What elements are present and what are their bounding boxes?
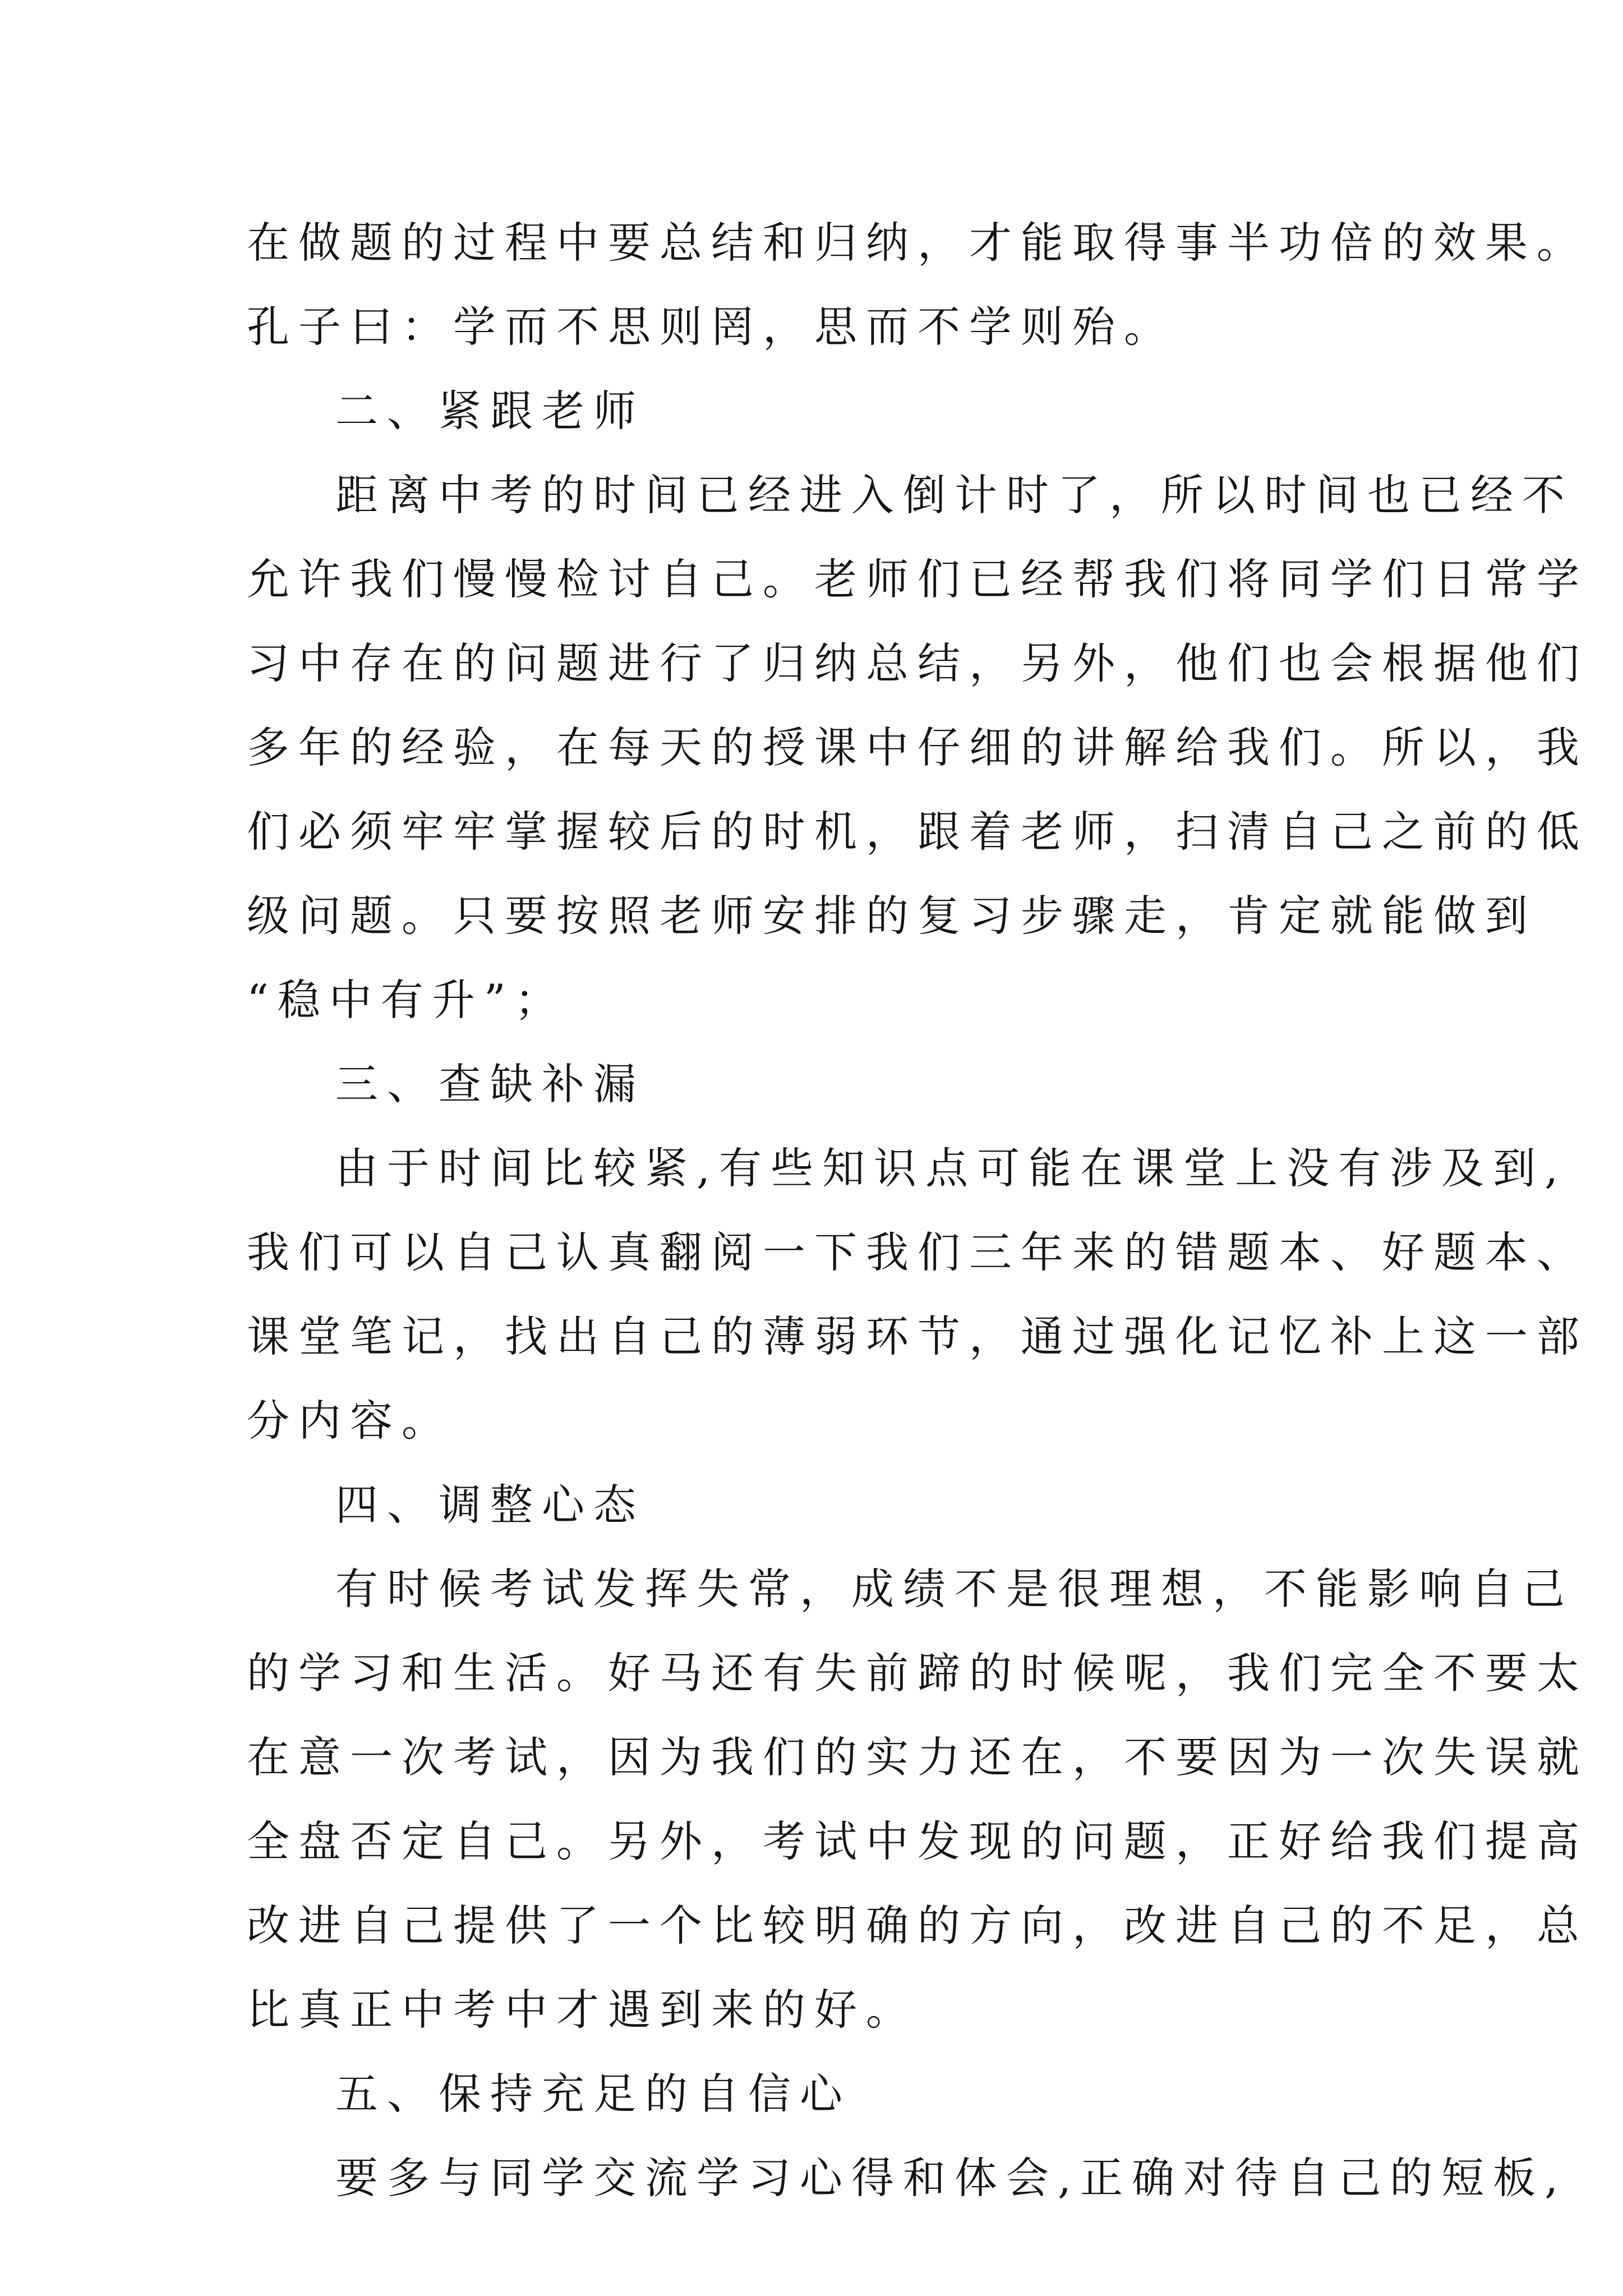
- paragraph-first-line: 由于时间比较紧,有些知识点可能在课堂上没有涉及到,: [335, 1143, 1567, 1193]
- body-text-line: 改进自己提供了一个比较明确的方向，改进自己的不足，总: [247, 1901, 1588, 1950]
- paragraph-first-line: 要多与同学交流学习心得和体会,正确对待自己的短板,: [335, 2153, 1567, 2203]
- body-text-line: 允许我们慢慢检讨自己。老师们已经帮我们将同学们日常学: [247, 554, 1588, 604]
- body-text-line: 全盘否定自己。另外，考试中发现的问题，正好给我们提高: [247, 1816, 1588, 1866]
- paragraph-first-line: 距离中考的时间已经进入倒计时了，所以时间也已经不: [335, 470, 1574, 520]
- body-text-line: 习中存在的问题进行了归纳总结，另外，他们也会根据他们: [247, 638, 1588, 688]
- body-text-line: 级问题。只要按照老师安排的复习步骤走，肯定就能做到: [247, 891, 1537, 941]
- body-text-line: 分内容。: [247, 1396, 453, 1446]
- section-heading: 四、调整心态: [335, 1480, 645, 1530]
- body-text-line: 我们可以自己认真翻阅一下我们三年来的错题本、好题本、: [247, 1227, 1588, 1277]
- body-text-line: 在意一次考试，因为我们的实力还在，不要因为一次失误就: [247, 1732, 1588, 1782]
- section-heading: 二、紧跟老师: [335, 386, 645, 436]
- paragraph-first-line: 有时候考试发挥失常，成绩不是很理想，不能影响自己: [335, 1564, 1574, 1614]
- section-heading: 三、查缺补漏: [335, 1059, 645, 1109]
- body-text-line: 们必须牢牢掌握较后的时机，跟着老师，扫清自己之前的低: [247, 807, 1588, 857]
- body-text-line: 的学习和生活。好马还有失前蹄的时候呢，我们完全不要太: [247, 1648, 1588, 1698]
- body-text-line: 在做题的过程中要总结和归纳，才能取得事半功倍的效果。: [247, 218, 1588, 268]
- body-text-line: 孔子曰：学而不思则罔，思而不学则殆。: [247, 302, 1175, 352]
- body-text-line: 课堂笔记，找出自己的薄弱环节，通过强化记忆补上这一部: [247, 1312, 1588, 1361]
- body-text-line: 比真正中考中才遇到来的好。: [247, 1985, 917, 2035]
- body-text-line: “稳中有升”；: [247, 975, 566, 1025]
- section-heading: 五、保持充足的自信心: [335, 2069, 851, 2119]
- body-text-line: 多年的经验，在每天的授课中仔细的讲解给我们。所以，我: [247, 723, 1588, 772]
